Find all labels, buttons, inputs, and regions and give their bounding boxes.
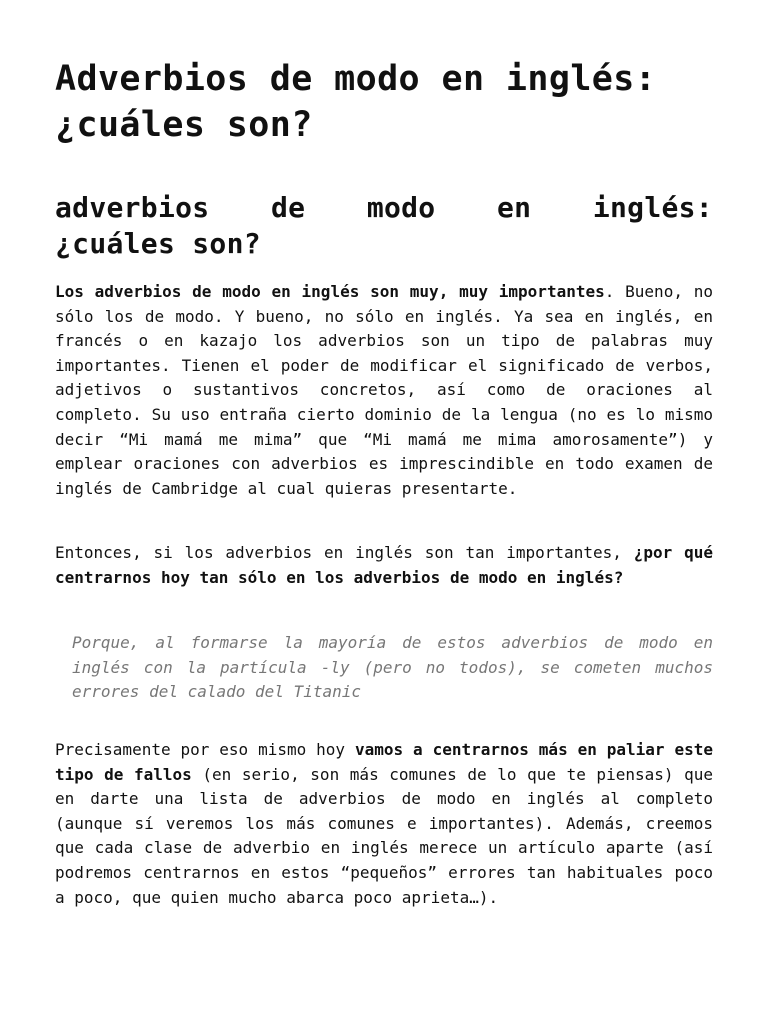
subtitle-word: modo	[366, 191, 436, 224]
paragraph-focus	[55, 738, 713, 910]
paragraph-intro-text: . Bueno, no sólo los de modo. Y bueno, no sólo en inglés. Ya sea en inglés, en francés o en kazajo los adverbios son un tipo de palabras muy importantes. Tienen el poder de modificar el significado de verbos, adjetivos o sustantivos concretos, así como de oraciones al completo. Su uso entraña cierto dominio de la lengua (no es lo mismo decir “Mi mamá me mima” que “Mi mamá me mima amorosamente”) y emplear oraciones con adverbios es imprescindible en todo examen de inglés de Cambridge al cual quieras presentarte.	[55, 282, 714, 498]
subtitle-word: inglés:	[592, 191, 713, 224]
paragraph-question-bold: ¿por qué centrarnos hoy tan sólo en los adverbios de modo en inglés?	[55, 543, 714, 587]
paragraph-focus-bold: vamos a centrarnos más en paliar este tipo de fallos	[55, 740, 713, 784]
subtitle-line-2: ¿cuáles son?	[55, 227, 261, 260]
paragraph-focus-text-2: (en serio, son más comunes de lo que te piensas) que en darte una lista de adverbios de modo en inglés al completo (aunque sí veremos los más comunes e importantes). Además, creemos que cada clase de adverbio en inglés merece un artículo aparte (así podremos centrarnos en estos “pequeños” errores tan habituales poco a poco, que quien mucho abarca poco aprieta…).	[55, 764, 713, 907]
paragraph-intro	[55, 280, 713, 501]
blockquote: Porque, al formarse la mayoría de estos adverbios de modo en inglés con la partícula -ly (pero no todos), se cometen muchos errores del calado del Titanic	[72, 633, 713, 702]
paragraph-question	[55, 541, 713, 590]
paragraph-question-text: Entonces, si los adverbios en inglés son tan importantes,	[55, 543, 634, 562]
paragraph-focus-text-1: Precisamente por eso mismo hoy	[55, 740, 355, 759]
article-subtitle	[55, 190, 713, 262]
paragraph-intro-bold: Los adverbios de modo en inglés son muy, muy importantes	[55, 282, 605, 301]
subtitle-word: en	[496, 191, 532, 224]
subtitle-word: de	[270, 191, 306, 224]
subtitle-word: adverbios	[55, 191, 210, 224]
page-title: Adverbios de modo en inglés: ¿cuáles son?	[55, 59, 657, 145]
subtitle-line-1	[55, 190, 713, 226]
